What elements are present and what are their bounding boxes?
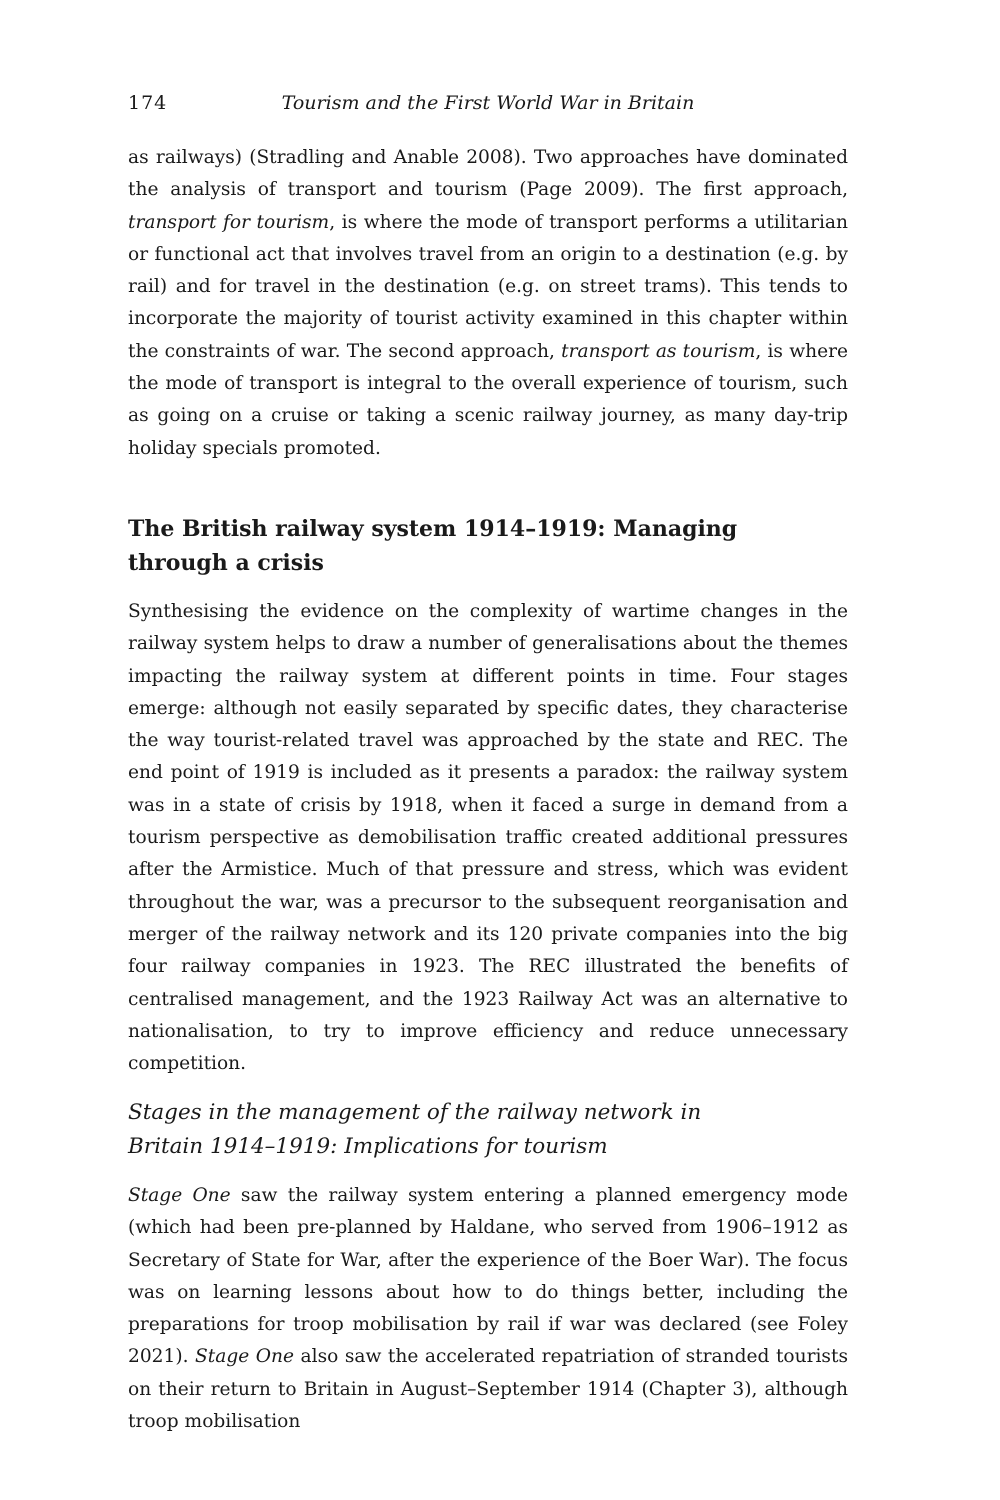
para1-text-2: , is where the mode of transport performs a utilitarian or functional act that involves travel from an origin to a destination (e.g. by rail) and for travel in the destination (e.g. on street trams). This tends to incorporate the majority of tourist activity examined in this chapter within the constraints of war. The second approach, <box>128 211 848 362</box>
para1-emphasis-1: transport for tourism <box>128 211 330 233</box>
para3-emphasis-1: Stage One <box>128 1185 231 1206</box>
para3-text-1: saw the railway system entering a planned emergency mode (which had been pre-planned by Haldane, who served from 1906–1912 as Secretary of State for War, after the experience of the Boer War). The focus was on learning lessons about how to do things better, including the preparations for troop mobilisation by rail if war was declared (see Foley 2021). <box>128 1185 848 1368</box>
running-title: Tourism and the First World War in Britain <box>281 92 695 114</box>
section-heading: The British railway system 1914–1919: Managing through a crisis <box>128 516 738 576</box>
paragraph-stage-one <box>128 1180 848 1438</box>
subsection-heading: Stages in the management of the railway network in Britain 1914–1919: Implications for tourism <box>128 1100 702 1159</box>
page-number: 174 <box>128 92 168 114</box>
para1-emphasis-2: transport as tourism <box>561 340 756 362</box>
paragraph-transport-approaches <box>128 142 848 465</box>
para1-text-3: , is where the mode of transport is integral to the overall experience of tourism, such as going on a cruise or taking a scenic railway journey, as many day-trip holiday specials promoted. <box>128 340 848 459</box>
paragraph-railway-crisis: Synthesising the evidence on the complexity of wartime changes in the railway system helps to draw a number of generalisations about the themes impacting the railway system at different points in time. Four stages emerge: although not easily separated by specific dates, they characterise the way tourist-related travel was approached by the state and REC. The end point of 1919 is included as it presents a paradox: the railway system was in a state of crisis by 1918, when it faced a surge in demand from a tourism perspective as demobilisation traffic created additional pressures after the Armistice. Much of that pressure and stress, which was evident throughout the war, was a precursor to the subsequent reorganisation and merger of the railway network and its 120 private companies into the big four railway companies in 1923. The REC illustrated the benefits of centralised management, and the 1923 Railway Act was an alternative to nationalisation, to try to improve efficiency and reduce unnecessary competition. <box>128 601 848 1075</box>
running-head <box>128 88 848 118</box>
para3-text-2: also saw the accelerated repatriation of stranded tourists on their return to Britain in August–September 1914 (Chapter 3), although troop mobilisation <box>128 1346 848 1433</box>
para3-emphasis-2: Stage One <box>195 1346 294 1368</box>
para1-text-1: as railways) (Stradling and Anable 2008). Two approaches have dominated the analysis of transport and tourism (Page 2009). The first approach, <box>128 147 848 201</box>
